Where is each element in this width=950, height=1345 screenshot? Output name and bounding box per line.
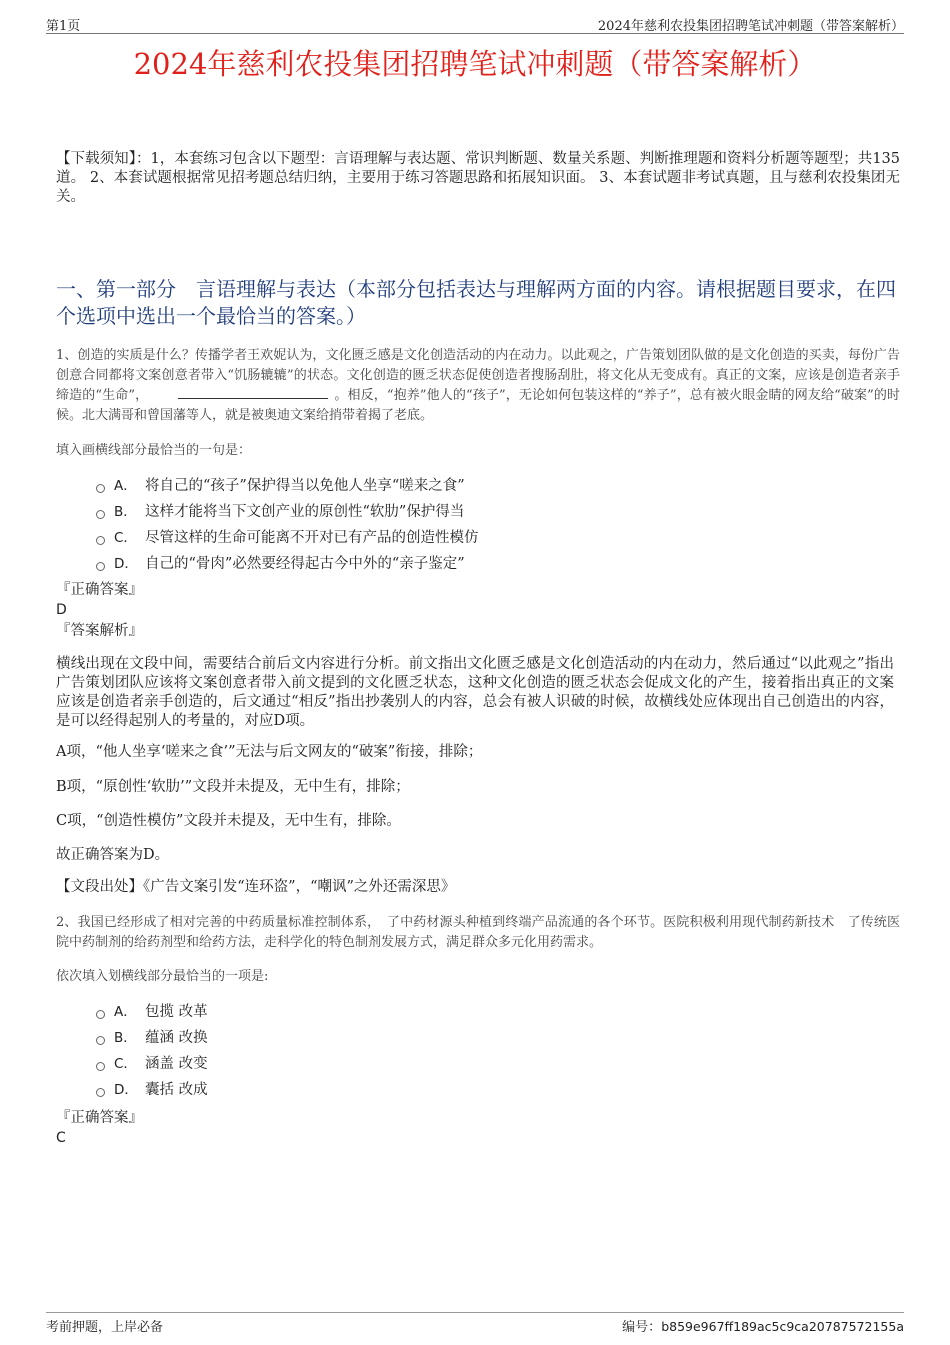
q1-answer-label: 『正确答案』 [56,582,143,598]
radio-icon[interactable] [96,510,105,519]
radio-icon[interactable] [96,536,105,545]
radio-icon[interactable] [96,562,105,571]
q1-exclusion-c: C项，“创造性模仿”文段并未提及，无中生有，排除。 [56,813,401,829]
q1-option-b[interactable]: B． 这样才能将当下文创产业的原创性“软肋”保护得当 [96,500,900,526]
page-footer [46,1312,904,1333]
q1-answer: D [56,602,67,618]
q2-options [96,1000,900,1104]
radio-icon[interactable] [96,1062,105,1071]
q1-exclusion-a: A项，“他人坐享‘嗟来之食’”无法与后文网友的“破案”衔接，排除； [56,744,483,760]
page-title: 2024年慈利农投集团招聘笔试冲刺题（带答案解析） [133,47,817,81]
q2-prompt: 依次填入划横线部分最恰当的一项是: [56,969,269,984]
q2-answer-label: 『正确答案』 [56,1110,143,1126]
footer-code: 编号：b859e967ff189ac5c9ca20787572155a [622,1319,904,1335]
radio-icon[interactable] [96,484,105,493]
q1-stem-before: 1、创造的实质是什么？传播学者王欢妮认为，文化匮乏感是文化创造活动的内在动力。以此观之，广告策划团队做的是文化创造的买卖，每份广告创意合同都将文案创意者带入“饥肠辘辘”的状态。文化创造的匮乏状态促使创造者搜肠刮肚，将文化从无变成有。真正的文案，应该是创造者亲手缔造的“生命”， [56,348,900,403]
download-notice: 【下载须知】：1，本套练习包含以下题型：言语理解与表达题、常识判断题、数量关系题、判断推理题和资料分析题等题型；共135道。 2、本套试题根据常见招考题总结归纳，主要用于练习答题思路和拓展知识面。 3、本套试题非考试真题，且与慈利农投集团无关。 [56,151,900,205]
page-number: 第1页 [46,19,81,34]
q2-option-d[interactable]: D． 囊括 改成 [96,1078,900,1104]
footer-slogan: 考前押题，上岸必备 [46,1320,164,1335]
q1-options [96,474,900,578]
header-doc-title: 2024年慈利农投集团招聘笔试冲刺题（带答案解析） [597,19,904,34]
radio-icon[interactable] [96,1010,105,1019]
q1-stem [56,346,900,426]
q2-option-a[interactable]: A． 包揽 改革 [96,1000,900,1026]
q1-prompt: 填入画横线部分最恰当的一句是： [56,443,252,458]
radio-icon[interactable] [96,1036,105,1045]
page-header [46,14,904,34]
q1-option-d[interactable]: D． 自己的“骨肉”必然要经得起古今中外的“亲子鉴定” [96,552,900,578]
q1-blank [178,386,328,399]
radio-icon[interactable] [96,1088,105,1097]
q1-analysis-label: 『答案解析』 [56,623,143,639]
q1-option-c[interactable]: C． 尽管这样的生命可能离不开对已有产品的创造性模仿 [96,526,900,552]
q1-stem-after: 。相反，“抱养”他人的“孩子”，无论如何包装这样的“养子”，总有被火眼金睛的网友给“破案”的时候。北大满哥和曾国藩等人，就是被奥迪文案给捎带着揭了老底。 [56,388,900,423]
q2-option-c[interactable]: C． 涵盖 改变 [96,1052,900,1078]
section-heading: 一、第一部分 言语理解与表达（本部分包括表达与理解两方面的内容。请根据题目要求，在四个选项中选出一个最恰当的答案。） [56,277,896,328]
q2-stem: 2、我国已经形成了相对完善的中药质量标准控制体系， 了中药材源头种植到终端产品流通的各个环节。医院积极利用现代制药新技术 了传统医院中药制剂的给药剂型和给药方法，走科学化的特色制剂发展方式，满足群众多元化用药需求。 [56,915,900,950]
q1-exclusion-b: B项，“原创性‘软肋’”文段并未提及，无中生有，排除； [56,779,410,795]
q1-option-a[interactable]: A． 将自己的“孩子”保护得当以免他人坐享“嗟来之食” [96,474,900,500]
q2-option-b[interactable]: B． 蕴涵 改换 [96,1026,900,1052]
q1-source: 【文段出处】《广告文案引发“连环盗”，“嘲讽”之外还需深思》 [56,879,456,895]
q2-answer: C [56,1130,66,1146]
q1-conclusion: 故正确答案为D。 [56,847,170,863]
q1-analysis: 横线出现在文段中间，需要结合前后文内容进行分析。前文指出文化匮乏感是文化创造活动的内在动力，然后通过“以此观之”指出广告策划团队应该将文案创意者带入前文提到的文化匮乏状态，这种文化创造的匮乏状态会促成文化的产生，接着指出真正的文案应该是创造者亲手创造的，后文通过“相反”指出抄袭别人的内容，总会有被人识破的时候，故横线处应体现出自己创造出的内容，是可以经得起别人的考量的，对应D项。 [56,656,894,729]
